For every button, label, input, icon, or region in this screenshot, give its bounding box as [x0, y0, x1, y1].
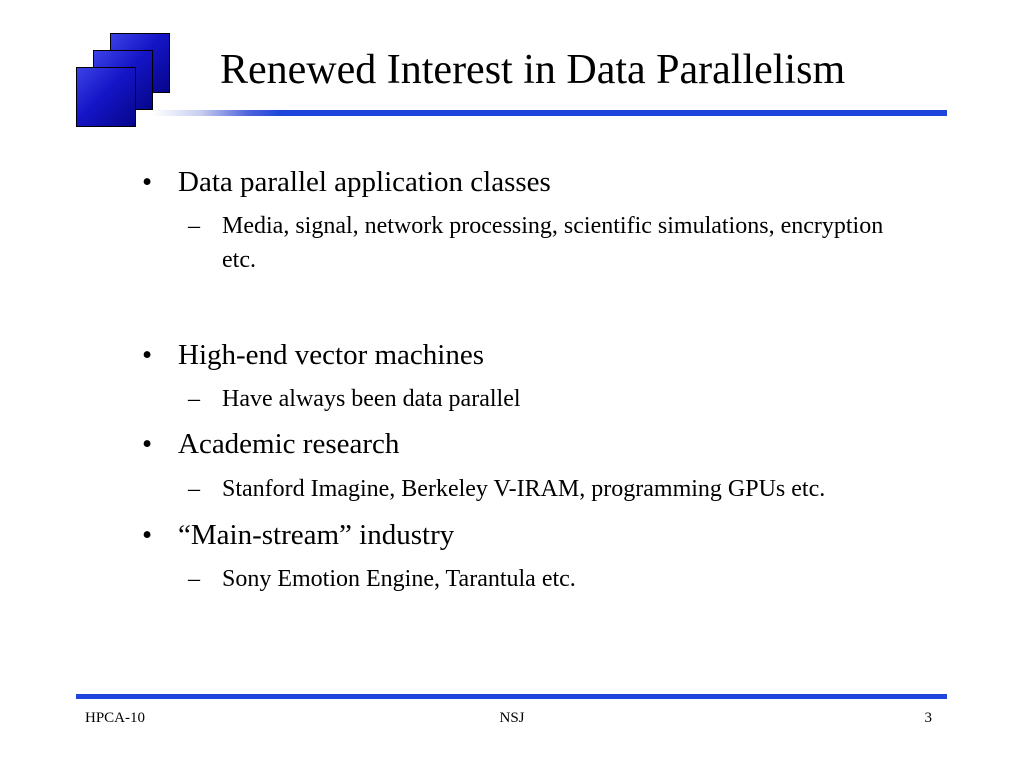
- sub-bullet-marker: –: [188, 566, 200, 592]
- sub-bullet-text: Sony Emotion Engine, Tarantula etc.: [222, 566, 576, 592]
- sub-bullet-marker: –: [188, 213, 200, 239]
- sub-bullet-text: Stanford Imagine, Berkeley V-IRAM, programming GPUs etc.: [222, 476, 826, 502]
- sub-bullet-marker: –: [188, 476, 200, 502]
- bullet-marker: •: [142, 428, 153, 460]
- bullet-text: “Main-stream” industry: [178, 519, 455, 551]
- sub-bullet-item-vector-machines: [188, 382, 918, 416]
- footer-author: NSJ: [499, 710, 525, 726]
- bullet-text: High-end vector machines: [178, 339, 485, 371]
- footer-page-number: 3: [924, 710, 932, 726]
- sub-bullet-item-academic-research: [188, 472, 918, 506]
- sub-bullet-item-mainstream-industry: [188, 562, 918, 596]
- sub-bullet-item-application-examples: [188, 209, 918, 277]
- bullet-text: Academic research: [178, 428, 400, 460]
- bullet-marker: •: [142, 339, 153, 371]
- sub-bullet-marker: –: [188, 386, 200, 412]
- bullet-text: Data parallel application classes: [178, 166, 551, 198]
- footer-rule: [76, 694, 947, 699]
- bullet-marker: •: [142, 166, 153, 198]
- slide-title: Renewed Interest in Data Parallelism: [220, 47, 846, 93]
- sub-bullet-text: Have always been data parallel: [222, 386, 521, 412]
- sub-bullet-text: Media, signal, network processing, scientific simulations, encryption etc.: [222, 213, 884, 273]
- footer-conference: HPCA-10: [85, 710, 146, 726]
- bullet-marker: •: [142, 519, 153, 551]
